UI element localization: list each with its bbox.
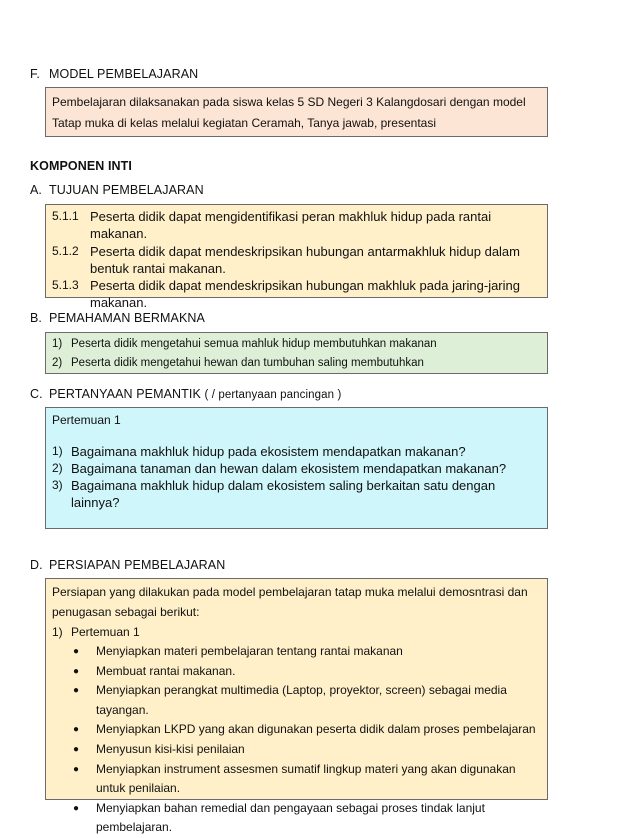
bullet-item: ● Menyiapkan perangkat multimedia (Laptop, proyektor, screen) sebagai media tayangan. (52, 681, 541, 720)
bullet-item: ● Menyiapkan bahan remedial dan pengayaan sebagai proses tindak lanjut pembelajaran. (52, 799, 541, 838)
question-item: 1) Bagaimana makhluk hidup pada ekosistem mendapatkan makanan? (52, 444, 466, 459)
bullet-icon: ● (73, 646, 80, 657)
list-item: 2) Peserta didik mengetahui hewan dan tumbuhan saling membutuhkan (52, 357, 424, 369)
bullet-item: ● Menyiapkan LKPD yang akan digunakan peserta didik dalam proses pembelajaran (52, 720, 541, 740)
bullet-item: ● Membuat rantai makanan. (52, 662, 541, 682)
section-c-heading: C. PERTANYAAN PEMANTIK ( / pertanyaan pancingan ) (30, 387, 342, 401)
objective-item: 5.1.1 Peserta didik dapat mengidentifikasi peran makhluk hidup pada rantai makanan. (52, 209, 492, 241)
bullet-icon: ● (73, 743, 80, 755)
section-c-box (45, 407, 548, 529)
bullet-item: ● Menyiapkan materi pembelajaran tentang rantai makanan (52, 642, 541, 662)
bullet-icon: ● (73, 724, 80, 736)
objective-item: 5.1.2 Peserta didik dapat mendeskripsikan hubungan antarmakhluk hidup dalam bentuk rantai makanan. (52, 243, 520, 276)
komponen-inti-title: KOMPONEN INTI (30, 159, 132, 173)
question-item: 2) Bagaimana tanaman dan hewan dalam ekosistem mendapatkan makanan? (52, 461, 507, 476)
meeting-item: 1) Pertemuan 1 (52, 625, 140, 639)
section-b-box (45, 332, 548, 374)
section-a-box (45, 204, 548, 310)
section-f-box (45, 87, 548, 137)
section-f-heading: F. MODEL PEMBELAJARAN (30, 67, 199, 81)
section-a-heading: A. TUJUAN PEMBELAJARAN (30, 183, 204, 197)
meeting-label: Pertemuan 1 (52, 413, 121, 427)
question-item: 3) Bagaimana makhluk hidup dalam ekosistem saling berkaitan satu dengan lainnya? (52, 478, 496, 510)
bullet-item: ● Menyusun kisi-kisi penilaian (52, 740, 541, 760)
section-b-heading: B. PEMAHAMAN BERMAKNA (30, 311, 205, 325)
bullet-icon: ● (73, 802, 80, 814)
section-d-heading: D. PERSIAPAN PEMBELAJARAN (30, 558, 226, 572)
list-item: 1) Peserta didik mengetahui semua mahluk hidup membutuhkan makanan (52, 338, 437, 350)
bullet-icon: ● (73, 665, 80, 677)
objective-item: 5.1.3 Peserta didik dapat mendeskripsikan hubungan makhluk pada jaring-jaring makanan. (52, 278, 520, 310)
section-d-box (45, 578, 548, 835)
bullet-icon: ● (73, 763, 80, 775)
bullet-icon: ● (73, 685, 80, 697)
section-c-heading-note: ( / pertanyaan pancingan ) (204, 389, 342, 401)
bullet-item: ● Menyiapkan instrument assesmen sumatif lingkup materi yang akan digunakan untuk penilaian. (52, 760, 541, 799)
section-f-text: Pembelajaran dilaksanakan pada siswa kelas 5 SD Negeri 3 Kalangdosari dengan model Tatap muka di kelas melalui kegiatan Ceramah, Tanya jawab, presentasi (52, 95, 526, 130)
section-d-intro: Persiapan yang dilakukan pada model pembelajaran tatap muka melalui demosntrasi dan penugasan sebagai berikut: (52, 585, 528, 619)
